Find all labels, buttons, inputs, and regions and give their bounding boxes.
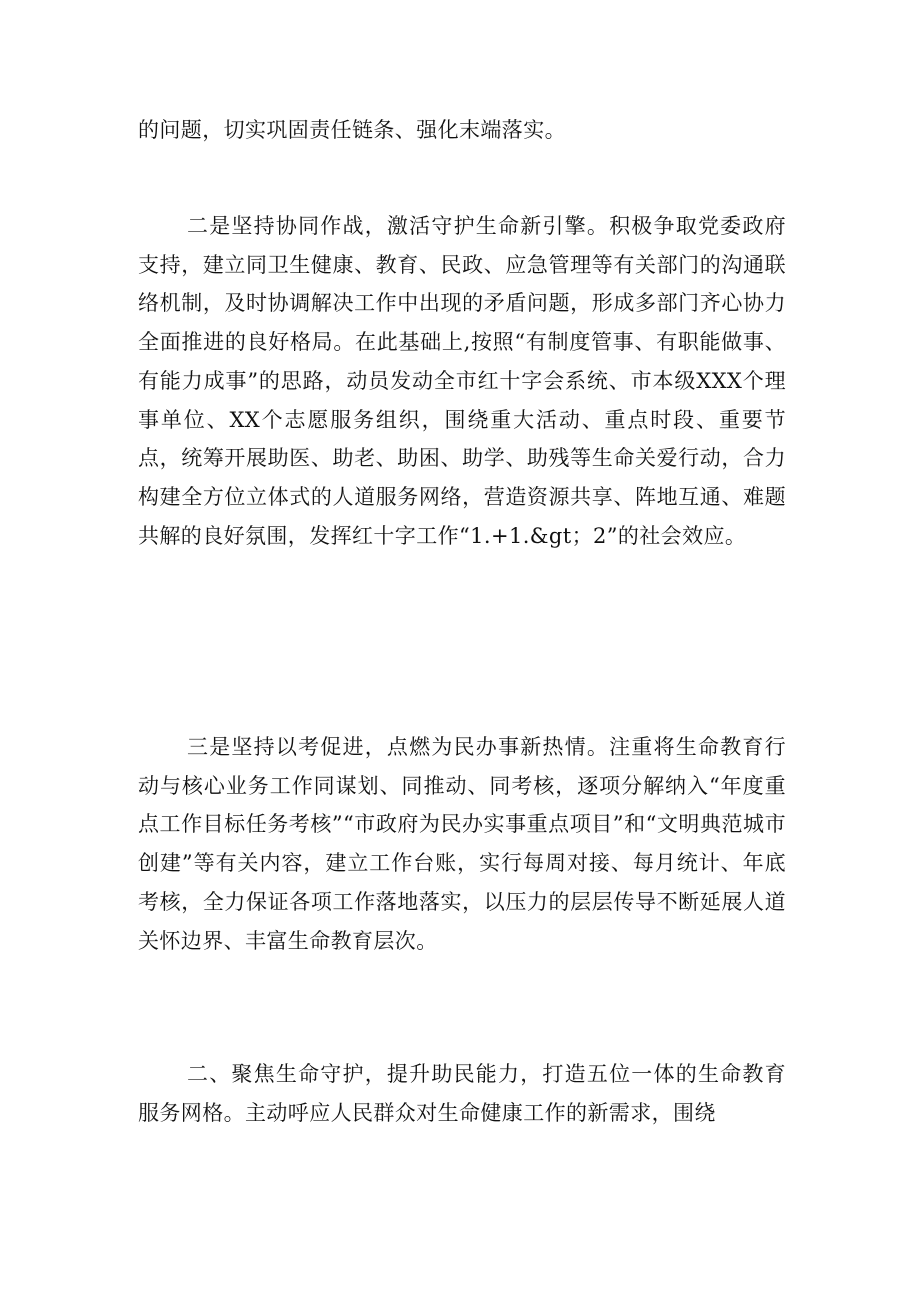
paragraph-2: 二是坚持协同作战，激活守护生命新引擎。积极争取党委政府支持，建立同卫生健康、教育、民政、应急管理等有关部门的沟通联络机制，及时协调解决工作中出现的矛盾问题，形成多部门齐心协力全面推进的良好格局。在此基础上,按照“有制度管事、有职能做事、有能力成事”的思路，动员发动全市红十字会系统、市本级XXX个理事单位、XX个志愿服务组织，围绕重大活动、重点时段、重要节点，统筹开展助医、助老、助困、助学、助残等生命关爱行动，合力构建全方位立体式的人道服务网络，营造资源共享、阵地互通、难题共解的良好氛围，发挥红十字工作“1.+1.&gt；2”的社会效应。 bbox=[138, 214, 786, 548]
paragraph-4: 二、聚焦生命守护，提升助民能力，打造五位一体的生命教育服务网格。主动呼应人民群众对生命健康工作的新需求，围绕 bbox=[138, 1062, 786, 1125]
paragraph-3: 三是坚持以考促进，点燃为民办事新热情。注重将生命教育行动与核心业务工作同谋划、同推动、同考核，逐项分解纳入“年度重点工作目标任务考核”“市政府为民办实事重点项目”和“文明典范城市创建”等有关内容，建立工作台账，实行每周对接、每月统计、年底考核，全力保证各项工作落地落实，以压力的层层传导不断延展人道关怀边界、丰富生命教育层次。 bbox=[138, 735, 786, 953]
paragraph-1: 的问题，切实巩固责任链条、强化末端落实。 bbox=[138, 118, 566, 142]
